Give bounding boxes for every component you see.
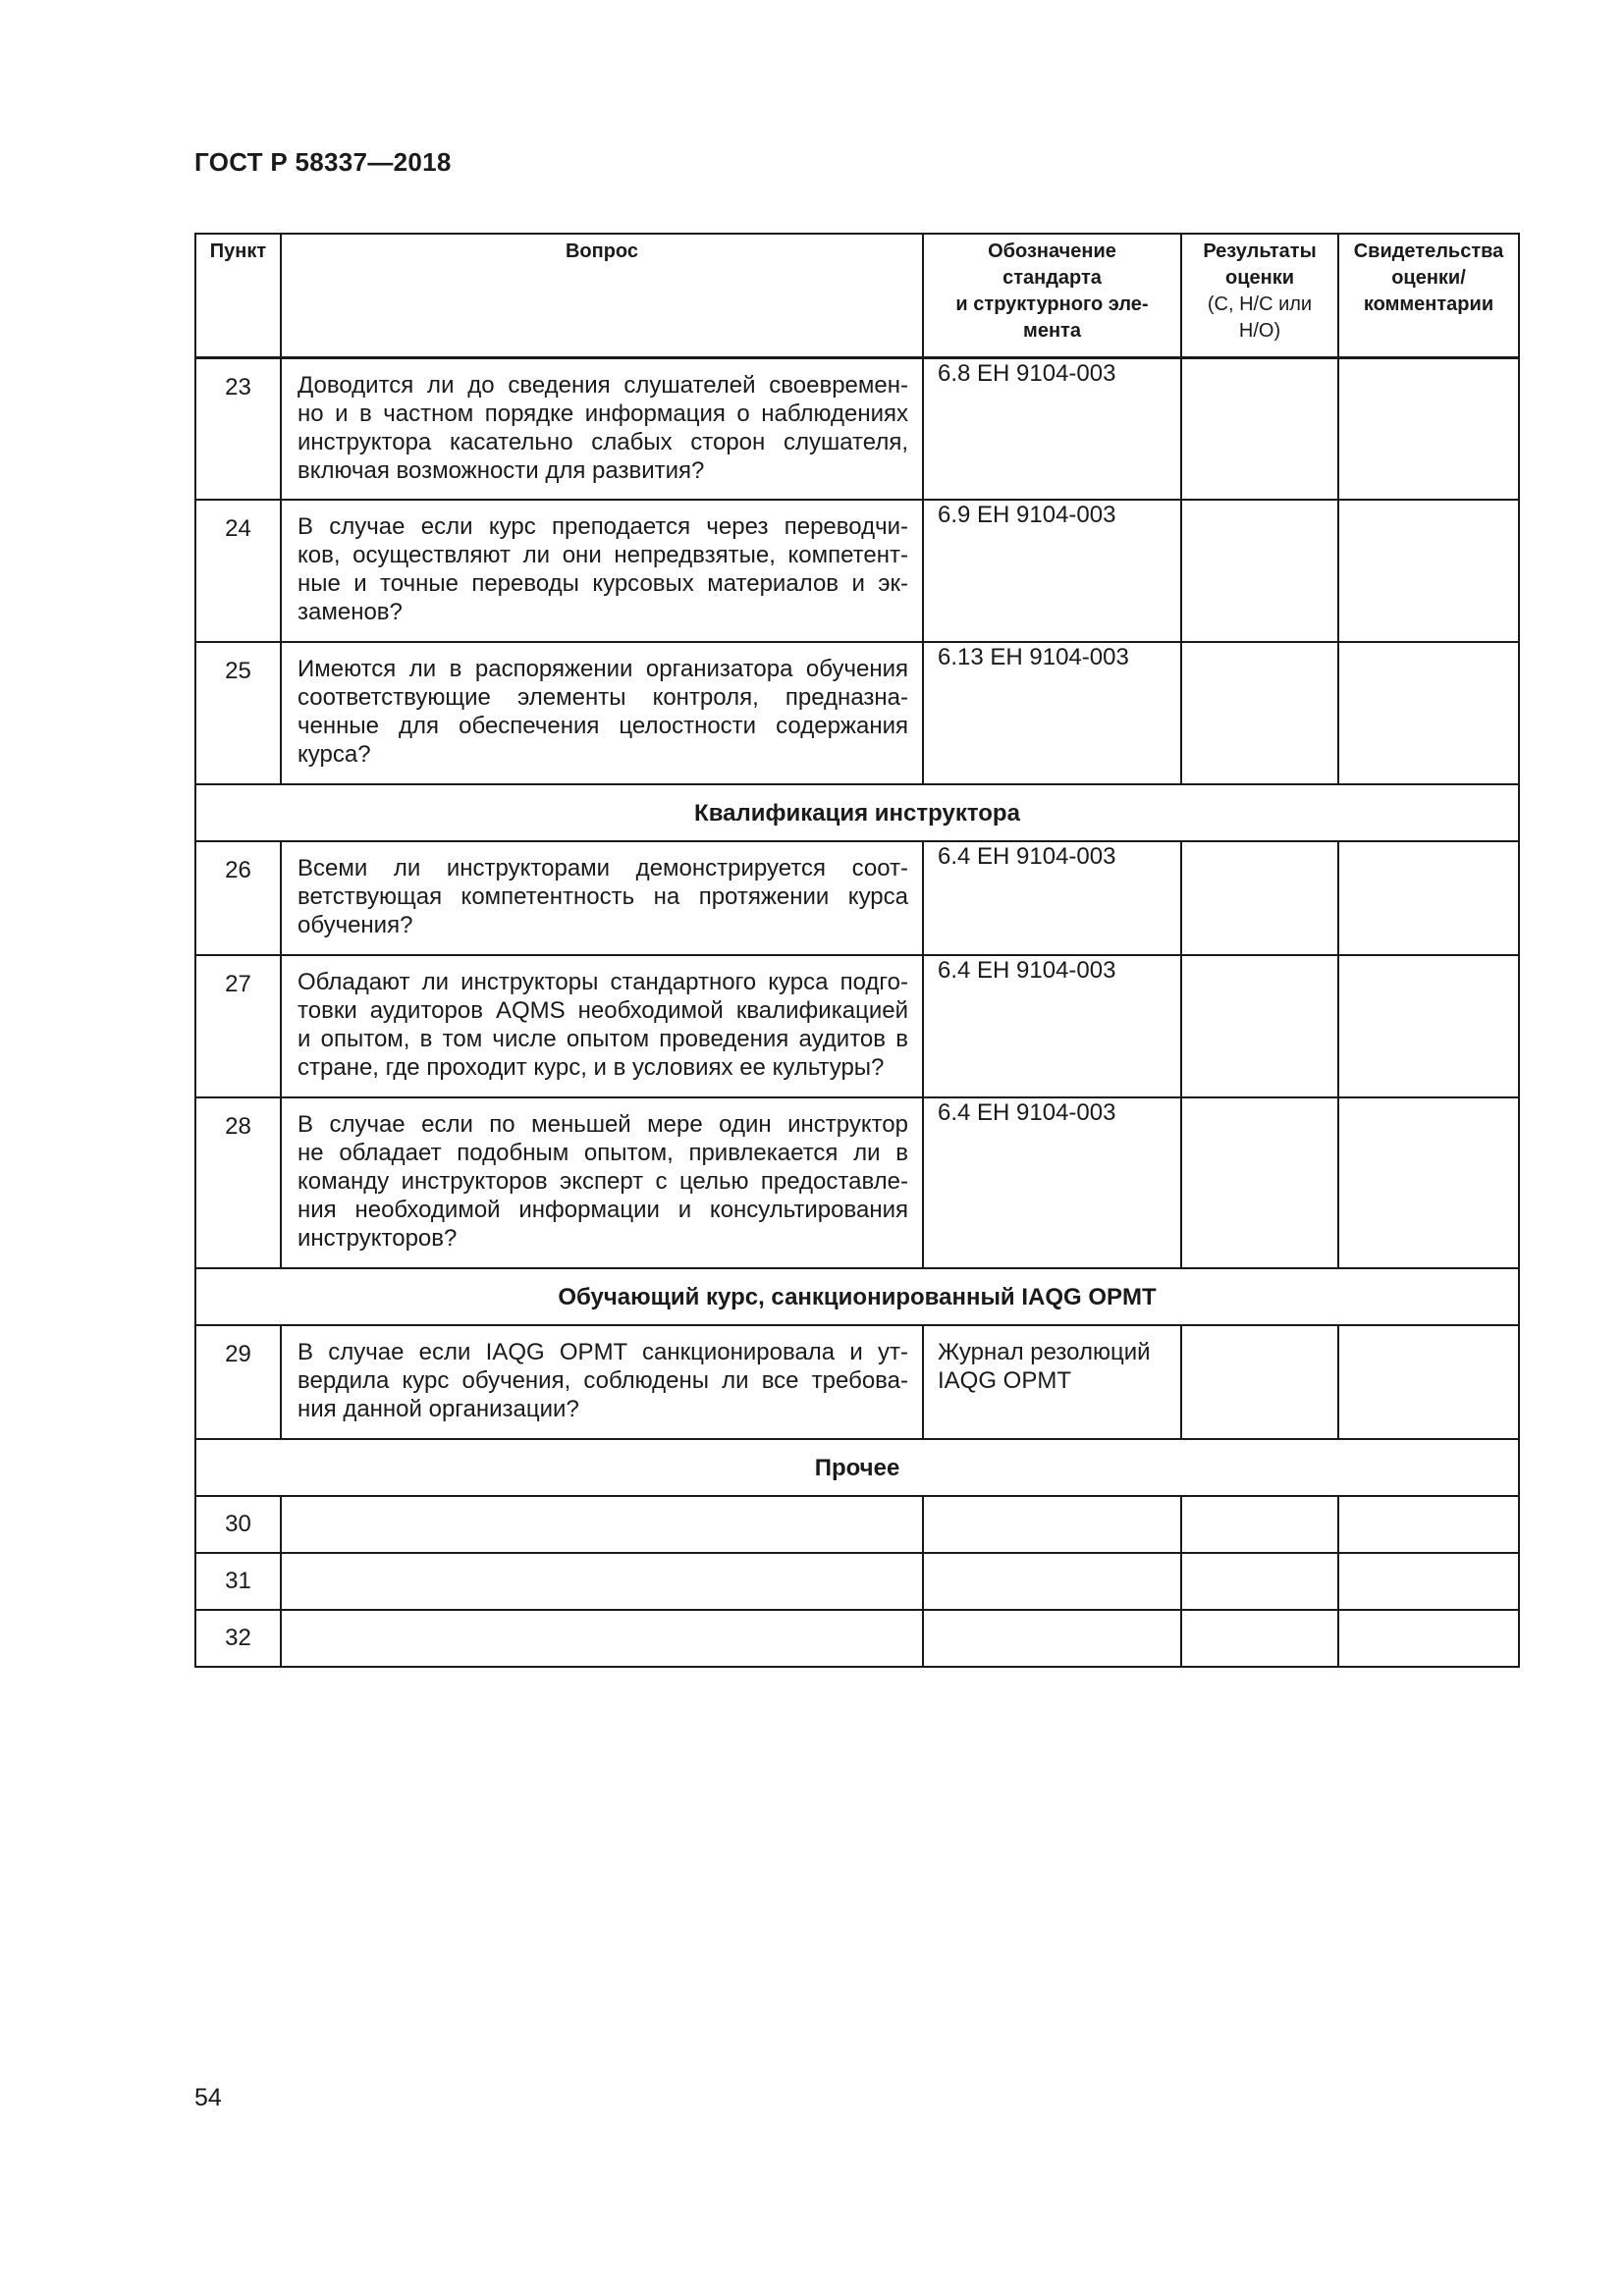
standard-reference: 6.4 EH 9104-003 <box>923 1097 1181 1268</box>
standard-reference: 6.13 EH 9104-003 <box>923 642 1181 784</box>
column-header-item: Пункт <box>195 234 281 357</box>
section-title: Квалификация инструктора <box>195 784 1519 841</box>
standard-reference: 6.4 EH 9104-003 <box>923 841 1181 955</box>
question-text: В случае если курс преподается через переводчи- ков, осуществляют ли они непредвзятые, компетент- ные и точные переводы курсовых материалов и эк- заменов? <box>281 500 923 642</box>
evidence-cell[interactable] <box>1338 841 1519 955</box>
page-number: 54 <box>194 2084 222 2111</box>
item-number: 30 <box>195 1496 281 1553</box>
document-header: ГОСТ Р 58337—2018 <box>194 147 452 177</box>
result-cell[interactable] <box>1181 1097 1338 1268</box>
table-row <box>195 1097 1519 1268</box>
result-cell[interactable] <box>1181 1610 1338 1667</box>
item-number: 26 <box>195 841 281 955</box>
table-row <box>195 1610 1519 1667</box>
table-row <box>195 1496 1519 1553</box>
evidence-cell[interactable] <box>1338 1610 1519 1667</box>
evidence-cell[interactable] <box>1338 1325 1519 1439</box>
column-header-evidence: Свидетельства оценки/ комментарии <box>1338 234 1519 357</box>
question-text: В случае если IAQG OPMT санкционировала и ут- вердила курс обучения, соблюдены ли все требова- ния данной организации? <box>281 1325 923 1439</box>
result-cell[interactable] <box>1181 500 1338 642</box>
item-number: 25 <box>195 642 281 784</box>
question-text: В случае если по меньшей мере один инструктор не обладает подобным опытом, привлекается ли в команду инструкторов эксперт с целью предоставле- ния необходимой информации и консультирования инструкторов? <box>281 1097 923 1268</box>
question-text: Доводится ли до сведения слушателей своевремен- но и в частном порядке информация о наблюдениях инструктора касательно слабых сторон слушателя, включая возможности для развития? <box>281 357 923 500</box>
item-number: 28 <box>195 1097 281 1268</box>
result-cell[interactable] <box>1181 1553 1338 1610</box>
item-number: 27 <box>195 955 281 1097</box>
standard-cell[interactable] <box>923 1553 1181 1610</box>
result-cell[interactable] <box>1181 357 1338 500</box>
audit-checklist-table <box>194 233 1520 1668</box>
standard-reference: 6.9 EH 9104-003 <box>923 500 1181 642</box>
column-header-question: Вопрос <box>281 234 923 357</box>
table-row <box>195 1325 1519 1439</box>
item-number: 23 <box>195 357 281 500</box>
table-row <box>195 955 1519 1097</box>
evidence-cell[interactable] <box>1338 642 1519 784</box>
result-cell[interactable] <box>1181 642 1338 784</box>
standard-reference: Журнал резолюций IAQG OPMT <box>923 1325 1181 1439</box>
table-row <box>195 1553 1519 1610</box>
section-row <box>195 1439 1519 1496</box>
section-title: Прочее <box>195 1439 1519 1496</box>
standard-reference: 6.4 EH 9104-003 <box>923 955 1181 1097</box>
section-row <box>195 1268 1519 1325</box>
result-cell[interactable] <box>1181 1496 1338 1553</box>
evidence-cell[interactable] <box>1338 357 1519 500</box>
evidence-cell[interactable] <box>1338 1553 1519 1610</box>
item-number: 32 <box>195 1610 281 1667</box>
item-number: 29 <box>195 1325 281 1439</box>
section-row <box>195 784 1519 841</box>
table-row <box>195 841 1519 955</box>
table-row <box>195 642 1519 784</box>
item-number: 31 <box>195 1553 281 1610</box>
question-cell[interactable] <box>281 1553 923 1610</box>
item-number: 24 <box>195 500 281 642</box>
standard-reference: 6.8 EH 9104-003 <box>923 357 1181 500</box>
question-text: Обладают ли инструкторы стандартного курса подго- товки аудиторов AQMS необходимой квалификацией и опытом, в том числе опытом проведения аудитов в стране, где проходит курс, и в условиях ее культуры? <box>281 955 923 1097</box>
column-header-standard: Обозначение стандарта и структурного эле- мента <box>923 234 1181 357</box>
column-header-results: Результаты оценки (С, Н/С или Н/О) <box>1181 234 1338 357</box>
table-header-row <box>195 234 1519 357</box>
evidence-cell[interactable] <box>1338 1097 1519 1268</box>
section-title: Обучающий курс, санкционированный IAQG OPMT <box>195 1268 1519 1325</box>
evidence-cell[interactable] <box>1338 955 1519 1097</box>
question-text: Всеми ли инструкторами демонстрируется соот- ветствующая компетентность на протяжении курса обучения? <box>281 841 923 955</box>
question-cell[interactable] <box>281 1610 923 1667</box>
standard-cell[interactable] <box>923 1610 1181 1667</box>
standard-cell[interactable] <box>923 1496 1181 1553</box>
table-row <box>195 500 1519 642</box>
evidence-cell[interactable] <box>1338 1496 1519 1553</box>
result-cell[interactable] <box>1181 841 1338 955</box>
question-cell[interactable] <box>281 1496 923 1553</box>
question-text: Имеются ли в распоряжении организатора обучения соответствующие элементы контроля, предназна- ченные для обеспечения целостности содержания курса? <box>281 642 923 784</box>
table-row <box>195 357 1519 500</box>
evidence-cell[interactable] <box>1338 500 1519 642</box>
result-cell[interactable] <box>1181 955 1338 1097</box>
result-cell[interactable] <box>1181 1325 1338 1439</box>
